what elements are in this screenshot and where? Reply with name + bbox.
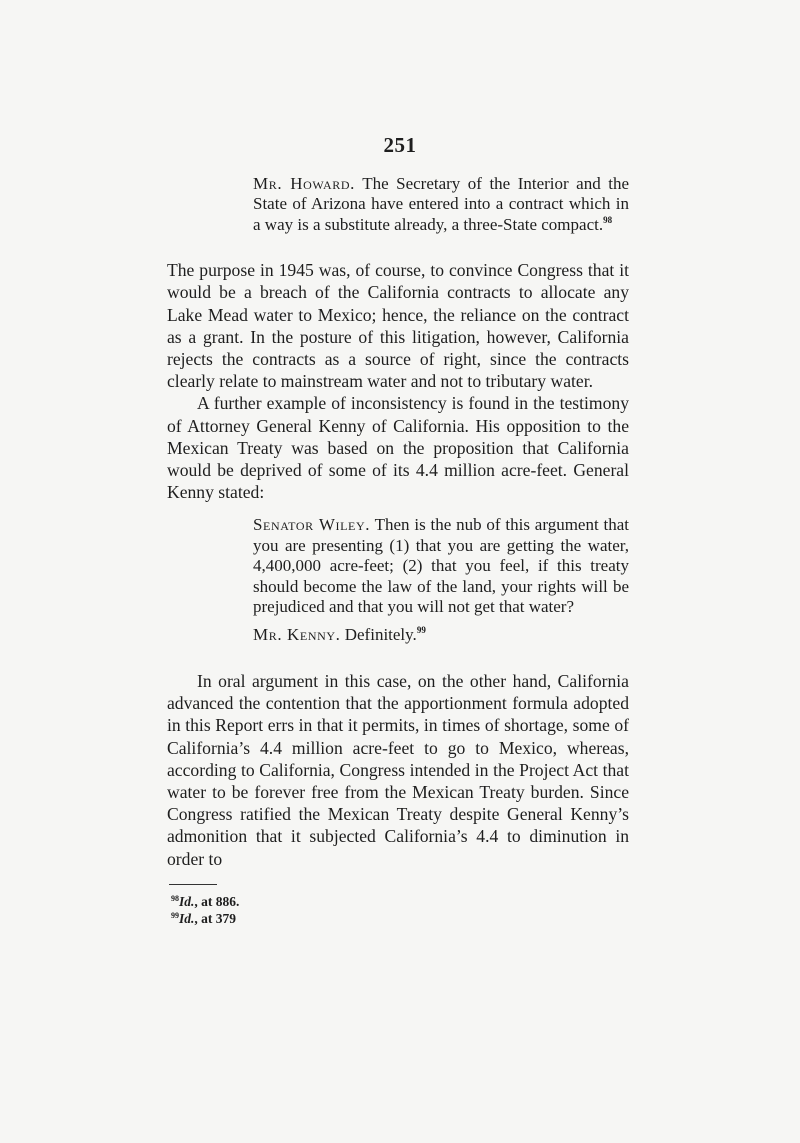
footnote-ref-99[interactable]: 99 bbox=[416, 625, 426, 636]
page-number: 251 bbox=[383, 133, 417, 157]
footnotes bbox=[167, 893, 629, 927]
quote-speaker: Mr. Kenny. bbox=[253, 625, 341, 645]
footnote-text: , at 379 bbox=[194, 910, 237, 926]
footnote-ref-98[interactable]: 98 bbox=[603, 214, 613, 225]
block-quote-kenny bbox=[253, 625, 629, 645]
paragraph-purpose-1945: The purpose in 1945 was, of course, to convince Congress that it would be a breach of the California contracts to allocate any Lake Mead water to Mexico; hence, the reliance on the contract as a grant. In the posture of this litigation, however, California rejects the contracts as a source of right, since the contracts clearly relate to mainstream water and not to tributary water. bbox=[167, 260, 629, 392]
footnote-number: 98 bbox=[171, 893, 179, 903]
quote-speaker: Senator Wiley. bbox=[253, 515, 371, 535]
quote-text: Then is the nub of this argument that you are presenting (1) that you are getting the water, 4,400,000 acre-feet; (2) that you feel, if this treaty should become the law of the land, your rights will be prejudiced and that you will not get that water? bbox=[253, 515, 630, 617]
block-quote-wiley bbox=[253, 515, 629, 617]
page-body bbox=[167, 174, 629, 927]
footnote-98 bbox=[171, 893, 629, 910]
paragraph-inconsistency: A further example of inconsistency is found in the testimony of Attorney General Kenny of California. His opposition to the Mexican Treaty was based on the proposition that California would be deprived of some of its 4.4 million acre-feet. General Kenny stated: bbox=[167, 393, 629, 503]
footnote-source: Id. bbox=[179, 893, 195, 909]
footnote-99 bbox=[171, 910, 629, 927]
footnote-source: Id. bbox=[179, 910, 195, 926]
footnote-number: 99 bbox=[171, 910, 179, 920]
footnote-text: , at 886. bbox=[194, 893, 240, 909]
footnote-divider bbox=[169, 884, 217, 885]
quote-text: The Secretary of the Interior and the State of Arizona have entered into a contract which in a way is a substitute already, a three-State compact. bbox=[253, 174, 629, 234]
block-quote-howard bbox=[253, 174, 629, 235]
quote-speaker: Mr. Howard. bbox=[253, 174, 355, 193]
paragraph-oral-argument: In oral argument in this case, on the other hand, California advanced the contention that the apportionment formula adopted in this Report errs in that it permits, in times of shortage, some of California’s 4.4 million acre-feet to go to Mexico, whereas, according to California, Congress intended in the Project Act that water to be forever free from the Mexican Treaty burden. Since Congress ratified the Mexican Treaty despite General Kenny’s admonition that it subjected California’s 4.4 to diminution in order to bbox=[167, 670, 629, 869]
quote-text: Definitely. bbox=[340, 625, 417, 645]
